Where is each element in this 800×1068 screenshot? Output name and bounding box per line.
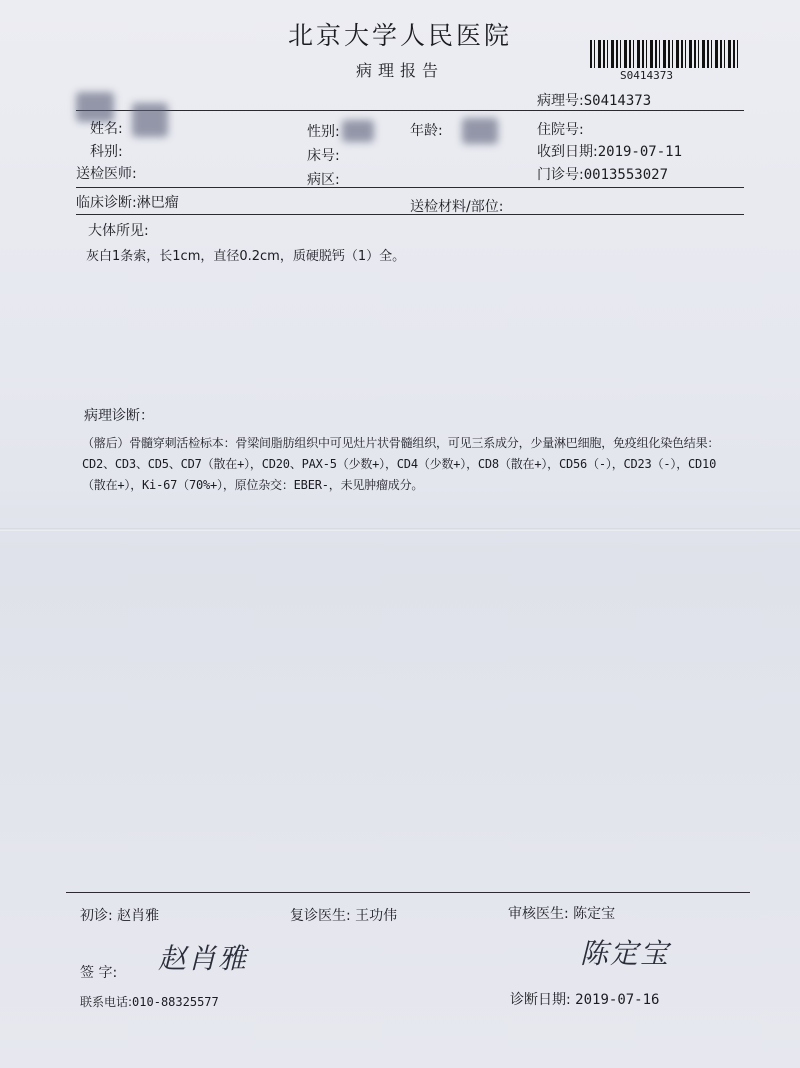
redaction (462, 118, 498, 144)
review-doctor-name: 王功伟 (355, 908, 398, 924)
received-date-label: 收到日期: (537, 144, 598, 160)
received-date-value: 2019-07-11 (597, 144, 683, 160)
audit-label: 审核医生: (508, 906, 569, 922)
clinical-diagnosis-value: 淋巴瘤 (136, 195, 179, 211)
pathology-label: 病理诊断： (84, 408, 154, 424)
diag-date-value: 2019-07-16 (575, 992, 660, 1008)
report-title: 病理报告 (355, 61, 444, 80)
rule-footer (66, 892, 750, 893)
diagnosis-date (510, 989, 659, 1009)
clinical-diagnosis-label: 临床诊断: (76, 195, 137, 211)
audit-doctor (508, 903, 615, 923)
outpatient-no (537, 164, 668, 184)
pathology-text: （髂后）骨髓穿刺活检标本：骨梁间脂肪组织中可见灶片状骨髓组织，可见三系成分，少量淋巴细胞，免疫组化染色结果：CD2、CD3、CD5、CD7（散在+），CD20、PAX-5（少数+），CD4（少数+），CD8（散在+），CD56（-），CD23（-），CD10（散在+），Ki-67（70%+），原位杂交：EBER-，未见肿瘤成分。 (82, 436, 720, 492)
review-label: 复诊医生: (290, 908, 351, 924)
redaction (342, 120, 374, 142)
age-label: 年龄: (410, 123, 443, 139)
rule-info (76, 187, 744, 188)
audit-doctor-name: 陈定宝 (573, 906, 616, 922)
department-label: 科别: (90, 144, 123, 160)
rule-clinical (76, 214, 744, 215)
pathology-no-value: S0414373 (583, 93, 652, 109)
bed-no-label: 床号: (307, 148, 340, 164)
ward-label: 病区: (307, 172, 340, 188)
contact-phone (80, 993, 219, 1010)
rule-top (76, 110, 744, 111)
signature-2: 陈定宝 (580, 937, 671, 970)
review-doctor (290, 905, 397, 925)
doctor-label: 送检医师: (76, 166, 137, 182)
initial-label: 初诊: (80, 908, 113, 924)
paper-fold (0, 528, 800, 531)
received-date (537, 141, 682, 161)
material-label: 送检材料/部位: (410, 199, 504, 215)
clinical-diagnosis (76, 192, 179, 212)
sign-label: 签 字: (80, 965, 118, 981)
phone-label: 联系电话: (80, 995, 133, 1009)
initial-doctor: 赵肖雅 (117, 908, 160, 924)
signature-1: 赵肖雅 (158, 942, 249, 975)
initial-diagnosis (80, 905, 159, 925)
hospital-name: 北京大学人民医院 (287, 21, 512, 50)
outpatient-no-value: 0013553027 (583, 167, 669, 183)
pathology-no (537, 90, 651, 110)
redaction (132, 103, 168, 137)
gender-label: 性别: (307, 124, 340, 140)
gross-text: 灰白1条索，长1cm，直径0.2cm，质硬脱钙（1）全。 (86, 249, 406, 264)
barcode-number: S0414373 (620, 69, 673, 82)
pathology-no-label: 病理号: (537, 93, 584, 109)
inpatient-no-label: 住院号: (537, 122, 584, 138)
name-label: 姓名: (90, 121, 123, 137)
phone-value: 010-88325577 (132, 995, 219, 1009)
diag-date-label: 诊断日期: (510, 992, 571, 1008)
outpatient-no-label: 门诊号: (537, 167, 584, 183)
barcode (590, 40, 740, 68)
gross-label: 大体所见: (88, 223, 149, 239)
